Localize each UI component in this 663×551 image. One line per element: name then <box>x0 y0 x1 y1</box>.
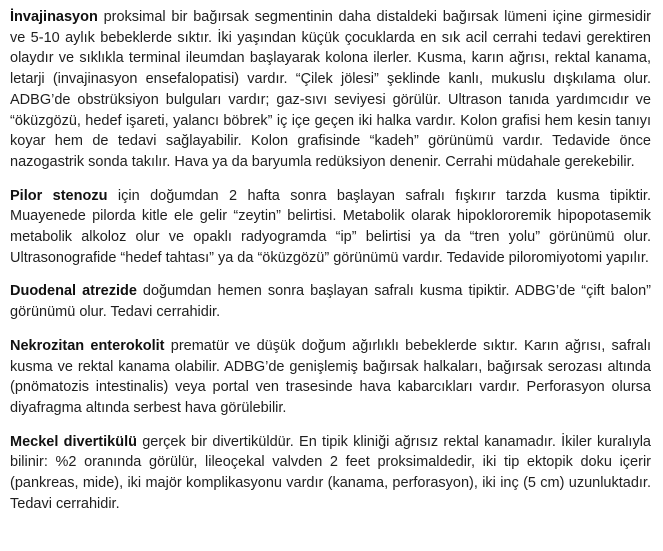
paragraph-pilor-stenozu <box>10 186 651 269</box>
term-invajinasyon: İnvajinasyon <box>10 9 98 25</box>
paragraph-invajinasyon <box>10 7 651 173</box>
paragraph-meckel-divertikulu <box>10 432 651 515</box>
term-pilor-stenozu: Pilor stenozu <box>10 187 108 204</box>
paragraph-nekrozitan-enterokolit <box>10 336 651 419</box>
paragraph-text-nekrozitan-enterokolit: prematür ve düşük doğum ağırlıklı bebeklerde sıktır. Karın ağrısı, safralı kusma ve rektal kanama olabilir. ADBG’de genişlemiş bağırsak halkaları, bağırsak serozası altında (pnömatozis intestinalis) veya portal ven trasesinde hava kabarcıkları vardır. Perforasyon olursa diyafragma altında serbest hava görülebilir. <box>10 337 652 416</box>
term-duodenal-atrezi: Duodenal atrezide <box>10 283 137 300</box>
term-meckel-divertikulu: Meckel divertikülü <box>10 433 137 450</box>
paragraph-duodenal-atrezi <box>10 281 651 322</box>
paragraph-text-duodenal-atrezi: doğumdan hemen sonra başlayan safralı kusma tipiktir. ADBG’de “çift balon” görünümü olur. Tedavi cerrahidir. <box>10 283 651 321</box>
paragraph-text-meckel-divertikulu: gerçek bir divertiküldür. En tipik kliniği ağrısız rektal kanamadır. İkiler kuralıyla bilinir: %2 oranında görülür, lileoçekal valvden 2 feet proksimaldedir, iki tip ektopik doku içerir (pankreas, mide), iki majör komplikasyonu vardır (kanama, perforasyon), iki inç (5 cm) uzunluktadır. Tedavi cerrahidir. <box>10 433 651 512</box>
paragraph-text-invajinasyon: proksimal bir bağırsak segmentinin daha distaldeki bağırsak lümeni içine girmesidir ve 5-10 aylık bebeklerde sıktır. İki yaşından küçük çocuklarda en sık acil cerrahi tedavi gerektiren olaydır ve sıklıkla terminal ileumdan başlayarak kolona ilerler. Kusma, karın ağrısı, rektal kanama, letarji (invajinasyon ensefalopatisi) vardır. “Çilek jölesi” şeklinde kanlı, mukuslu dışkılama olur. ADBG’de obstrüksiyon bulguları vardır; gaz-sıvı seviyesi görülür. Ultrason tanıda yardımcıdır ve “öküzgözü, hedef işareti, yalancı böbrek” iç içe geçen iki halka vardır. Kolon grafisi hem kesin tanıyı koyar hem de tedavi sağlayabilir. Kolon grafisinde “kadeh” görünümü vardır. Tedavide önce nazogastrik sonda takılır. Hava ya da baryumla redüksiyon denenir. Cerrahi müdahale gerekebilir. <box>10 9 651 170</box>
paragraph-text-pilor-stenozu: için doğumdan 2 hafta sonra başlayan safralı fışkırır tarzda kusma tipiktir. Muayenede pilorda kitle ele gelir “zeytin” belirtisi. Metabolik olarak hipoklororemik hipopotasemik metabolik alkoloz olur ve opaklı radyogramda “ip” belirtisi ya da “tren yolu” görünümü olur. Ultrasonografide “hedef tahtası” ya da “öküzgözü” görünümü vardır. Tedavide piloromiyotomi yapılır. <box>10 187 651 266</box>
term-nekrozitan-enterokolit: Nekrozitan enterokolit <box>10 337 165 354</box>
